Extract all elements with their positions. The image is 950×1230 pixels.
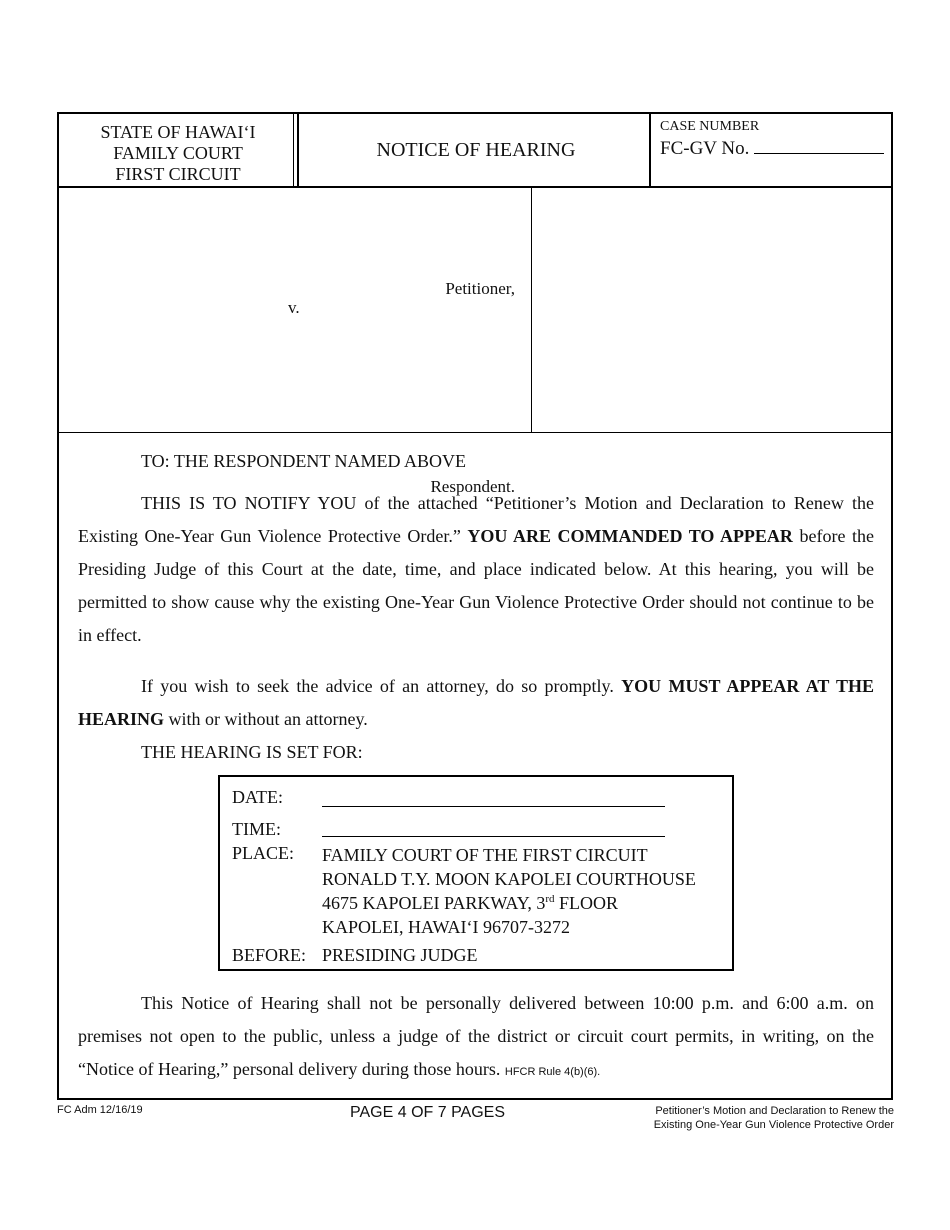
court-state: STATE OF HAWAI‘I: [100, 122, 256, 142]
respondent-label: Respondent.: [430, 477, 515, 496]
case-number-field[interactable]: [754, 137, 884, 154]
notify-paragraph: THIS IS TO NOTIFY YOU of the attached “Petitioner’s Motion and Declaration to Renew the Existing One-Year Gun Violence Protective Order.” YOU ARE COMMANDED TO APPEAR before the Presiding Judge of this Court at the date, time, and place indicated below. At this hearing, you will be permitted to show cause why the existing One-Year Gun Violence Protective Order should not continue to be in effect.: [78, 493, 874, 645]
time-field[interactable]: [322, 815, 665, 837]
document-title-footer: Petitioner’s Motion and Declaration to Renew the Existing One-Year Gun Violence Protective Order: [653, 1105, 894, 1131]
page-number: PAGE 4 OF 7 PAGES: [350, 1104, 506, 1121]
caption-right-panel: [531, 186, 892, 432]
case-number-label: CASE NUMBER: [660, 119, 760, 134]
date-field[interactable]: [322, 785, 665, 807]
date-label: DATE:: [232, 787, 283, 807]
place-address: FAMILY COURT OF THE FIRST CIRCUIT RONALD T.Y. MOON KAPOLEI COURTHOUSE 4675 KAPOLEI PARKWAY, 3rd FLOOR KAPOLEI, HAWAI‘I 96707-3272: [322, 845, 696, 937]
before-label: BEFORE:: [232, 945, 307, 965]
form-id: FC Adm 12/16/19: [57, 1104, 143, 1116]
hearing-details-box: [218, 775, 734, 971]
delivery-restriction-paragraph: This Notice of Hearing shall not be personally delivered between 10:00 p.m. and 6:00 a.m. on premises not open to the public, unless a judge of the district or circuit court permits, in writing, on the “Notice of Hearing,” personal delivery during those hours. HFCR Rule 4(b)(6).: [78, 993, 874, 1079]
page-title: NOTICE OF HEARING: [376, 138, 576, 161]
before-value: PRESIDING JUDGE: [322, 945, 478, 965]
attorney-paragraph: If you wish to seek the advice of an attorney, do so promptly. YOU MUST APPEAR AT THE HEARING with or without an attorney.: [78, 676, 874, 729]
petitioner-label: Petitioner,: [445, 279, 515, 298]
hearing-set-for-label: THE HEARING IS SET FOR:: [141, 742, 363, 762]
time-label: TIME:: [232, 819, 281, 839]
addressee-line: TO: THE RESPONDENT NAMED ABOVE: [141, 451, 467, 471]
court-name-block: [59, 114, 299, 186]
notice-form: [57, 112, 893, 1100]
place-label: PLACE:: [232, 843, 295, 863]
command-to-appear: YOU ARE COMMANDED TO APPEAR: [467, 526, 793, 546]
court-family: FAMILY COURT: [113, 143, 243, 163]
case-number-block: [649, 114, 891, 186]
versus-label: v.: [288, 298, 300, 317]
court-circuit: FIRST CIRCUIT: [115, 164, 241, 184]
form-header: [59, 114, 891, 188]
case-number-prefix: FC-GV No.: [660, 138, 750, 159]
rule-citation: HFCR Rule 4(b)(6).: [504, 1066, 601, 1078]
must-appear-notice: YOU MUST APPEAR AT THE HEARING: [78, 676, 874, 729]
